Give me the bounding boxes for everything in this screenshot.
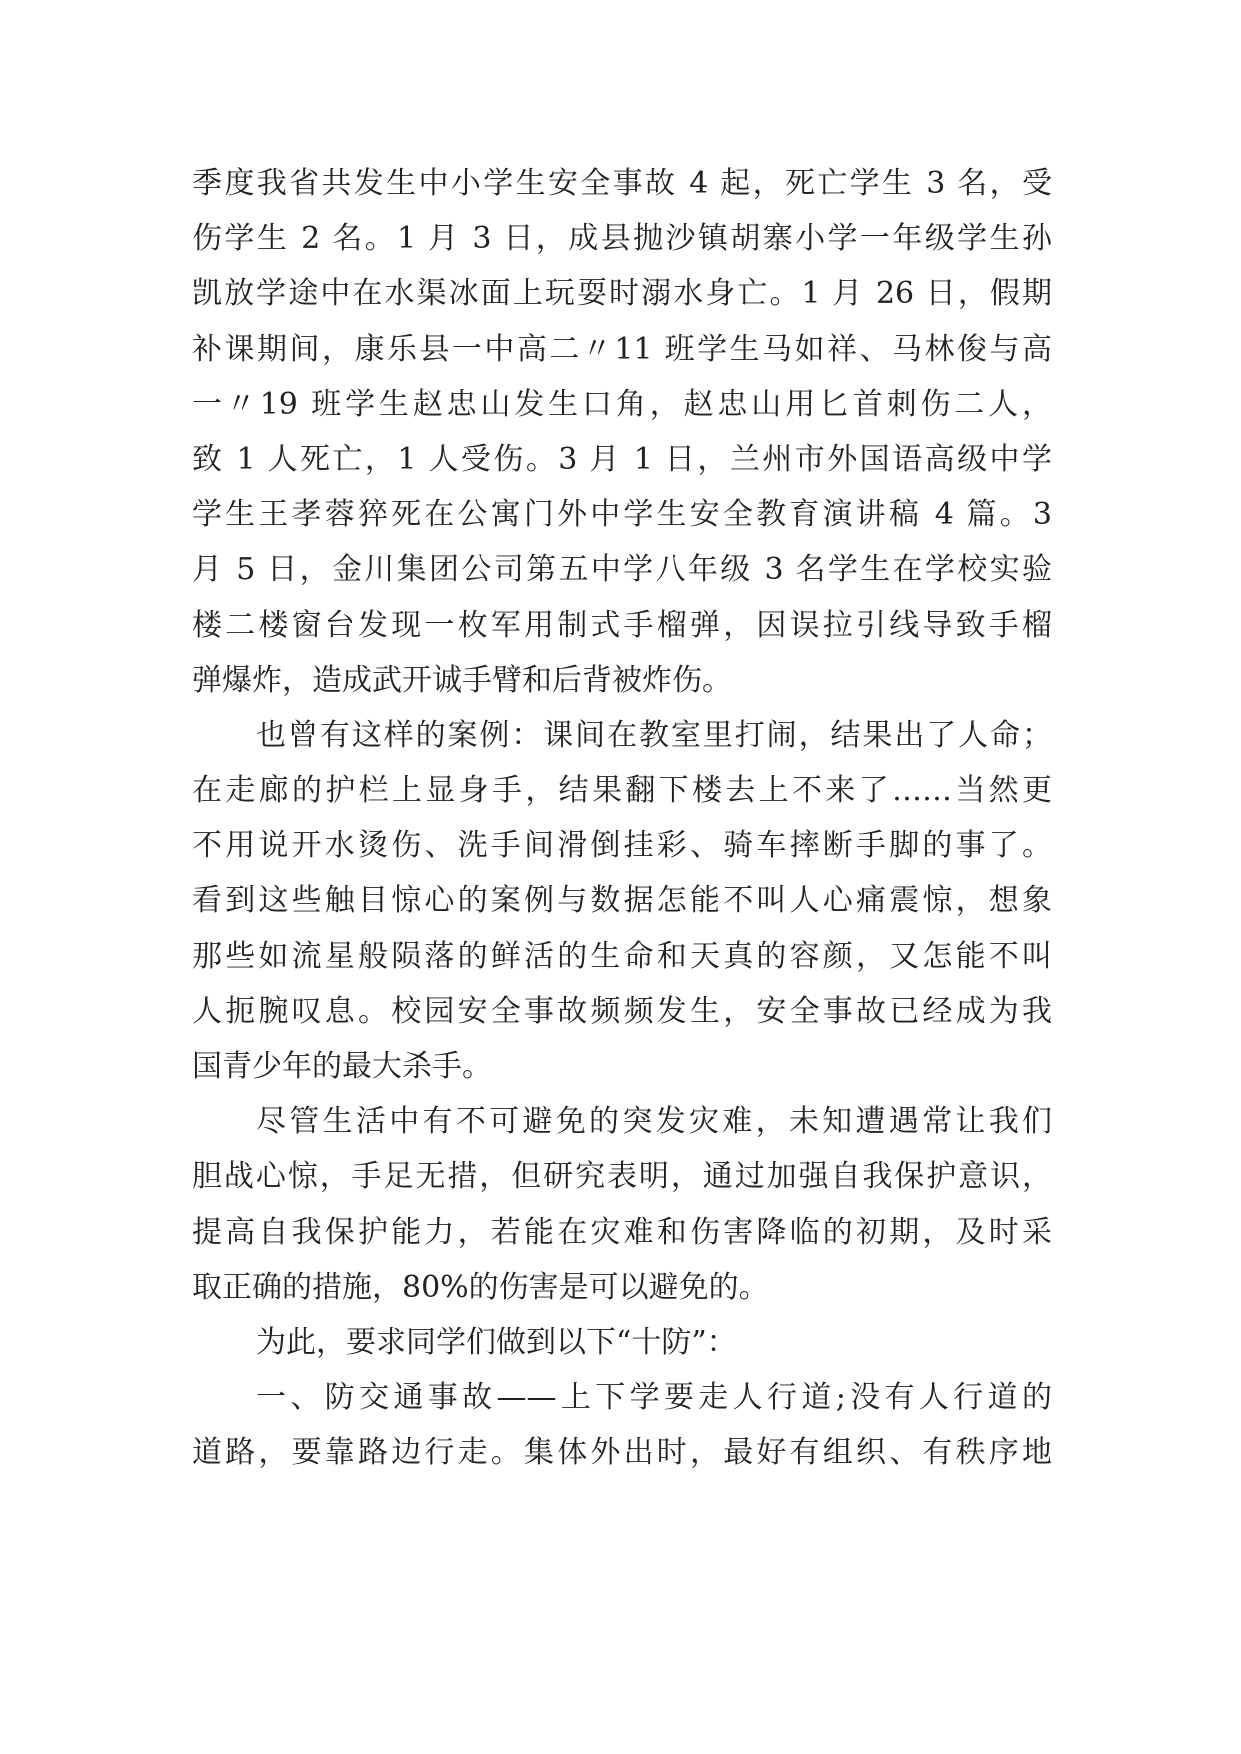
paragraph bbox=[192, 156, 1052, 708]
text-line: 那些如流星般陨落的鲜活的生命和天真的容颜，又怎能不叫 bbox=[192, 938, 1052, 974]
text-line: 补课期间，康乐县一中高二〃11 班学生马如祥、马林俊与高 bbox=[192, 331, 1052, 367]
text-line: 伤学生 2 名。1 月 3 日，成县抛沙镇胡寨小学一年级学生孙 bbox=[192, 221, 1052, 257]
paragraph bbox=[192, 1315, 1052, 1370]
document-body bbox=[192, 156, 1052, 1481]
paragraph bbox=[192, 1370, 1052, 1480]
text-line: 月 5 日，金川集团公司第五中学八年级 3 名学生在学校实验 bbox=[192, 552, 1052, 588]
text-line: 提高自我保护能力，若能在灾难和伤害降临的初期，及时采 bbox=[192, 1214, 1052, 1250]
text-line: 尽管生活中有不可避免的突发灾难，未知遭遇常让我们 bbox=[256, 1104, 1052, 1140]
text-line: 弹爆炸，造成武开诚手臂和后背被炸伤。 bbox=[192, 662, 732, 698]
text-line: 也曾有这样的案例：课间在教室里打闹，结果出了人命； bbox=[256, 717, 1052, 753]
text-line: 取正确的措施，80%的伤害是可以避免的。 bbox=[192, 1269, 769, 1305]
text-line: 为此，要求同学们做到以下“十防”： bbox=[256, 1324, 737, 1360]
text-line: 道路，要靠路边行走。集体外出时，最好有组织、有秩序地 bbox=[192, 1435, 1052, 1471]
text-line: 在走廊的护栏上显身手，结果翻下楼去上不来了……当然更 bbox=[192, 773, 1052, 809]
text-line: 人扼腕叹息。校园安全事故频频发生，安全事故已经成为我 bbox=[192, 993, 1052, 1029]
paragraph bbox=[192, 1094, 1052, 1315]
text-line: 学生王孝蓉猝死在公寓门外中学生安全教育演讲稿 4 篇。3 bbox=[192, 497, 1052, 533]
text-line: 一、防交通事故——上下学要走人行道;没有人行道的 bbox=[256, 1380, 1052, 1416]
text-line: 一〃19 班学生赵忠山发生口角，赵忠山用匕首刺伤二人， bbox=[192, 386, 1052, 422]
text-line: 看到这些触目惊心的案例与数据怎能不叫人心痛震惊，想象 bbox=[192, 883, 1052, 919]
text-line: 季度我省共发生中小学生安全事故 4 起，死亡学生 3 名，受 bbox=[192, 166, 1052, 201]
text-line: 楼二楼窗台发现一枚军用制式手榴弹，因误拉引线导致手榴 bbox=[192, 607, 1052, 643]
text-line: 国青少年的最大杀手。 bbox=[192, 1049, 492, 1084]
text-line: 致 1 人死亡，1 人受伤。3 月 1 日，兰州市外国语高级中学 bbox=[192, 441, 1052, 477]
text-line: 凯放学途中在水渠冰面上玩耍时溺水身亡。1 月 26 日，假期 bbox=[192, 276, 1052, 312]
text-line: 不用说开水烫伤、洗手间滑倒挂彩、骑车摔断手脚的事了。 bbox=[192, 828, 1052, 864]
text-line: 胆战心惊，手足无措，但研究表明，通过加强自我保护意识， bbox=[192, 1159, 1052, 1195]
paragraph bbox=[192, 708, 1052, 1094]
